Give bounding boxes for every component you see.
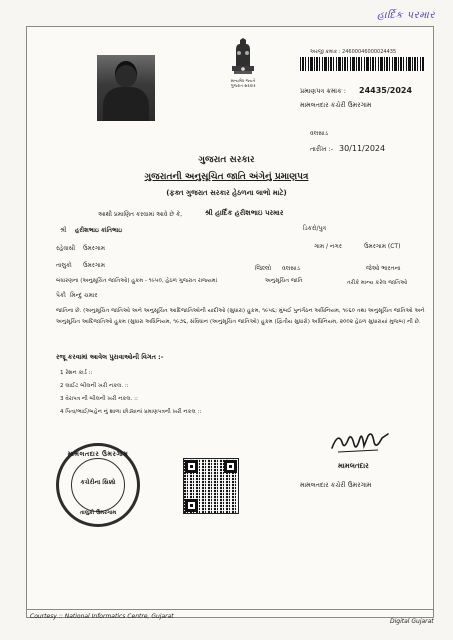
issue-date-label: તારીખ :-: [310, 145, 334, 153]
village-value: ઉમરગામ (CT): [364, 243, 401, 250]
certify-text: આથી પ્રમાણિત કરવામાં આવે છે કે,: [98, 211, 183, 218]
footer-brand: Digital Gujarat: [390, 618, 434, 625]
documents-title: રજૂ કરવામાં આવેલ પુરાવાઓની વિગત :-: [56, 353, 164, 361]
barcode: [300, 57, 424, 71]
constitution-text: બંધારણના (અનુસૂચિત જાતિઓ) હુકમ - ૧૯૫૦, હેઠળ ગુજરાત રાજ્યમાં: [56, 278, 218, 284]
document-item: 1 રેશન કાર્ડ ::: [60, 370, 93, 376]
issue-date: 30/11/2024: [339, 144, 386, 153]
father-name: હરીશભાઇ કાંતિભાઇ: [75, 227, 123, 234]
caste-prefix: પૈકી: [56, 292, 66, 299]
handwritten-note: હાર્દિક પરમાર: [377, 10, 435, 21]
issue-place: વલસાડ: [310, 130, 328, 137]
father-relation: ડિકરો/પુત્ર: [303, 225, 327, 232]
application-number: અરજી ક્રમાંક : 24600046000024435: [310, 49, 397, 55]
signatory-office: મામલતદાર કચેરી ઉમરગામ: [300, 481, 372, 489]
applicant-name: શ્રી હાર્દિક હરીશભાઇ પરમાર: [205, 209, 284, 217]
footer-courtesy: Courtesy :: National Informatics Centre, Gujarat: [30, 613, 174, 620]
taluka-value: ઉમરગામ: [83, 262, 105, 269]
signatory-title: મામલતદાર: [338, 462, 369, 470]
scheduled-caste: અનુસૂચિત જાતિ: [265, 278, 303, 284]
emblem-caption: સત્યમેવ જયતે ગુજરાત સરકાર: [230, 78, 256, 88]
resident-value: ઉમરગામ: [83, 245, 105, 252]
office-stamp: [56, 443, 140, 527]
document-item: 3 વેરાપત્ર ની બીલની ખરી નકલ. ::: [60, 396, 138, 402]
issuing-office: મામલતદાર કચેરી ઉમરગામ: [300, 101, 372, 109]
village-label: ગામ / નગર: [314, 243, 342, 250]
applicant-photo: [97, 55, 155, 121]
certificate-subtitle: (ફક્ત ગુજરાત સરકાર હેઠળના લાભો માટે): [166, 189, 287, 197]
district-value: વલસાડ: [282, 265, 300, 272]
shri-label: શ્રી: [60, 227, 67, 234]
certificate-number: 24435/2024: [359, 86, 413, 95]
legal-paragraph: જાતિના છે. (અનુસૂચિત જાતિઓ અને અનુસૂચિત આદિજાતિઓની યાદીઓ (સુધારા) હુકમ, ૧૯૫૬; મુંબઈ પુનર્ગઠન અધિનિયમ, ૧૯૬૦ તથા અનુસૂચિત જાતિઓ અને અનુસૂચિત આદિજાતિઓ હુકમ (સુધારા અધિનિયમ, ૧૯૭૬, સંવિધાન (અનુસૂચિત જાતિઓ) હુકમ (દ્વિતીય સુધારો) અધિનિયમ, ૨૦૦૨ હેઠળ સુધારાયાં મુજબ) ની છે.: [56, 308, 425, 325]
taluka-label: તાલુકો: [56, 262, 72, 269]
signature-icon: [328, 428, 392, 456]
document-item: 2 લાઈટ બીલની ખરી નકલ. ::: [60, 383, 129, 389]
state-emblem-icon: [228, 36, 258, 76]
stamp-mid-text: કચેરીના સિક્કો: [80, 479, 116, 486]
resident-label: રહેવાસી: [56, 245, 76, 252]
footer-divider: [26, 609, 434, 610]
recognized-text: તરીકે માન્ય કરેલ જાતિઓ: [347, 280, 408, 286]
district-label: જિલ્લો: [255, 265, 272, 272]
document-item: 4 પિતા/ભાઈ/બહેન નું શાળા છોડ્યાનાં પ્રમાણપત્રની ખરી નકલ ::: [60, 409, 202, 415]
certificate-title: ગુજરાતની અનુસૂચિત જાતિ અંગેનું પ્રમાણપત્ર: [144, 172, 309, 182]
caste-name: મિન્દુ ચમાર: [70, 292, 98, 299]
state-label: જેઓ ભારતના: [366, 265, 401, 272]
stamp-top-text: મામલતદાર ઉમરગામ: [67, 450, 129, 458]
certificate-number-label: પ્રમાણપત્ર ક્રમાંક :: [300, 87, 346, 95]
stamp-bottom-text: તાલુકો ઉમરગામ: [79, 510, 117, 516]
qr-code: [183, 458, 239, 514]
government-title: ગુજરાત સરકાર: [198, 155, 255, 165]
